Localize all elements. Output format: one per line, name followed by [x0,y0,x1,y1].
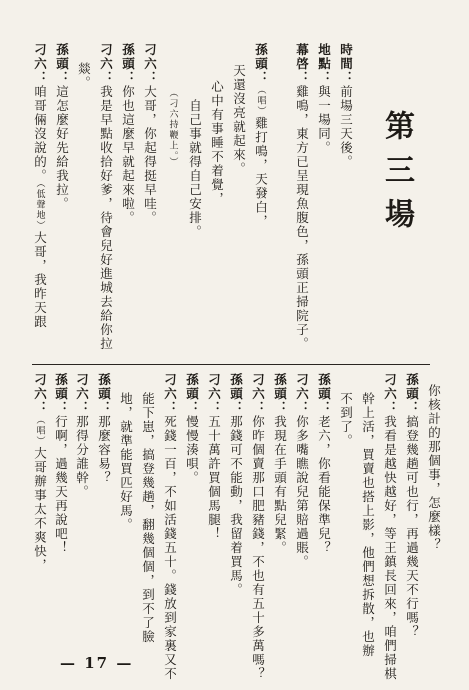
dialogue-text: 行啊，過幾天再說吧！ [53,415,69,555]
dialogue-text: 我是早點收拾好爹，待會兒好進城去給你拉 [98,85,114,351]
script-line [317,373,330,555]
section-divider [32,364,430,365]
script-line [141,392,154,644]
script-line [232,64,245,176]
dialogue-text: 與一場同。 [316,85,332,155]
speaker-name: 地點： [316,43,332,85]
dialogue-text: 雞打鳴，天發白， [253,116,269,229]
script-line [99,43,112,351]
dialogue-text: 你也這麼早就起來啦。 [120,85,136,225]
speaker-name: 孫頭： [404,373,420,415]
speaker-name: 刁六： [32,373,48,415]
speaker-name: 孫頭： [184,373,200,415]
script-line [54,373,67,555]
dialogue-text: 我看是越快越好，等王鎮長回來，咱們掃棋 [382,415,398,681]
speaker-name: 刁六： [250,373,266,415]
dialogue-text: 那得分誰幹。 [74,415,90,499]
script-line [273,373,286,555]
dialogue-text: 前場三天後。 [338,85,354,169]
script-line [405,373,418,639]
dialogue-text: 你核計的那個事，怎麼樣？ [426,384,442,552]
script-line [33,43,46,329]
script-line [254,43,267,229]
script-line [295,373,308,569]
dialogue-text: 慢慢湊唄。 [184,415,200,485]
dialogue-text: 老六，你看能保準兒？ [316,415,332,555]
speaker-name: 孫頭： [53,373,69,415]
script-line [427,384,440,552]
speaker-name: 幕啓： [294,43,310,85]
script-line [210,80,223,206]
script-line [55,43,68,211]
dialogue-text: 燚。 [76,62,92,90]
script-line [317,43,330,155]
speaker-name: 刁六： [32,43,48,85]
stage-direction: （低聲地） [34,183,45,231]
dialogue-text: 那錢可不能動，我留着買馬。 [228,415,244,597]
dialogue-text: 心中有事睡不着覺， [209,80,225,206]
dialogue-text: 能下崽，搞登幾趟，翻幾個個，到不了臉 [140,392,156,644]
dialogue-text: 大哥，我昨天跟 [32,231,48,329]
speaker-name: 刁六： [142,43,158,85]
stage-direction: （唱） [34,415,45,447]
speaker-name: 孫頭： [54,43,70,85]
speaker-name: 孫頭： [96,373,112,415]
speaker-name: 刁六： [294,373,310,415]
script-line [188,99,201,239]
stage-direction: （唱） [255,85,266,117]
script-line [185,373,198,485]
dialogue-text: 大哥辦事太不爽快， [32,446,48,573]
dialogue-text: 五十萬許買個馬腿！ [206,415,222,541]
dialogue-text: 雞鳴，東方已呈現魚腹色，孫頭正掃院子。 [294,85,310,351]
script-line [77,62,90,90]
dialogue-text: 你多嘴瞧說兒第賠過賬。 [294,415,310,569]
dialogue-text: 這怎麼好先給我拉。 [54,85,70,211]
dialogue-text: 地，就準能買匹好馬。 [118,392,134,532]
page-number: — 17 — [60,654,134,672]
dialogue-text: 幹上活，買賣也搭上影，他們想拆散，也辦 [360,392,376,658]
dialogue-text: 自己事就得自己安排。 [187,99,203,239]
speaker-name: 時間： [338,43,354,85]
script-line [251,373,264,681]
scene-heading: 第三場 [379,110,414,242]
script-line [119,392,132,532]
dialogue-text: 大哥，你起得挺早哇。 [142,85,158,225]
stage-direction: （刁六持鞭上。） [167,88,178,168]
script-line [361,392,374,658]
speaker-name: 孫頭： [316,373,332,415]
speaker-name: 刁六： [98,43,114,85]
dialogue-text: 咱哥倆沒說的。 [32,85,48,183]
speaker-name: 孫頭： [253,43,269,85]
script-line [121,43,134,225]
script-line [33,373,46,573]
dialogue-text: 死錢一百，不如活錢五十。錢放到家裏又不 [162,415,178,681]
dialogue-text: 你昨個賣那口肥豬錢，不也有五十多萬嗎？ [250,415,266,681]
script-line [339,392,352,448]
script-line [229,373,242,597]
script-line [163,373,176,681]
speaker-name: 刁六： [382,373,398,415]
dialogue-text: 不到了。 [338,392,354,448]
script-line [97,373,110,485]
speaker-name: 刁六： [206,373,222,415]
dialogue-text: 天還沒亮就起來。 [231,64,247,176]
script-line [75,373,88,499]
speaker-name: 刁六： [74,373,90,415]
script-line [295,43,308,351]
script-line [383,373,396,681]
dialogue-text: 我現在手頭有點兒緊。 [272,415,288,555]
script-line [207,373,220,541]
script-line [339,43,352,169]
speaker-name: 孫頭： [272,373,288,415]
speaker-name: 孫頭： [228,373,244,415]
speaker-name: 刁六： [162,373,178,415]
script-line [166,88,179,168]
speaker-name: 孫頭： [120,43,136,85]
script-line [143,43,156,225]
dialogue-text: 搞登幾趟可也行，再過幾天不行嗎？ [404,415,420,639]
dialogue-text: 那麼容易？ [96,415,112,485]
